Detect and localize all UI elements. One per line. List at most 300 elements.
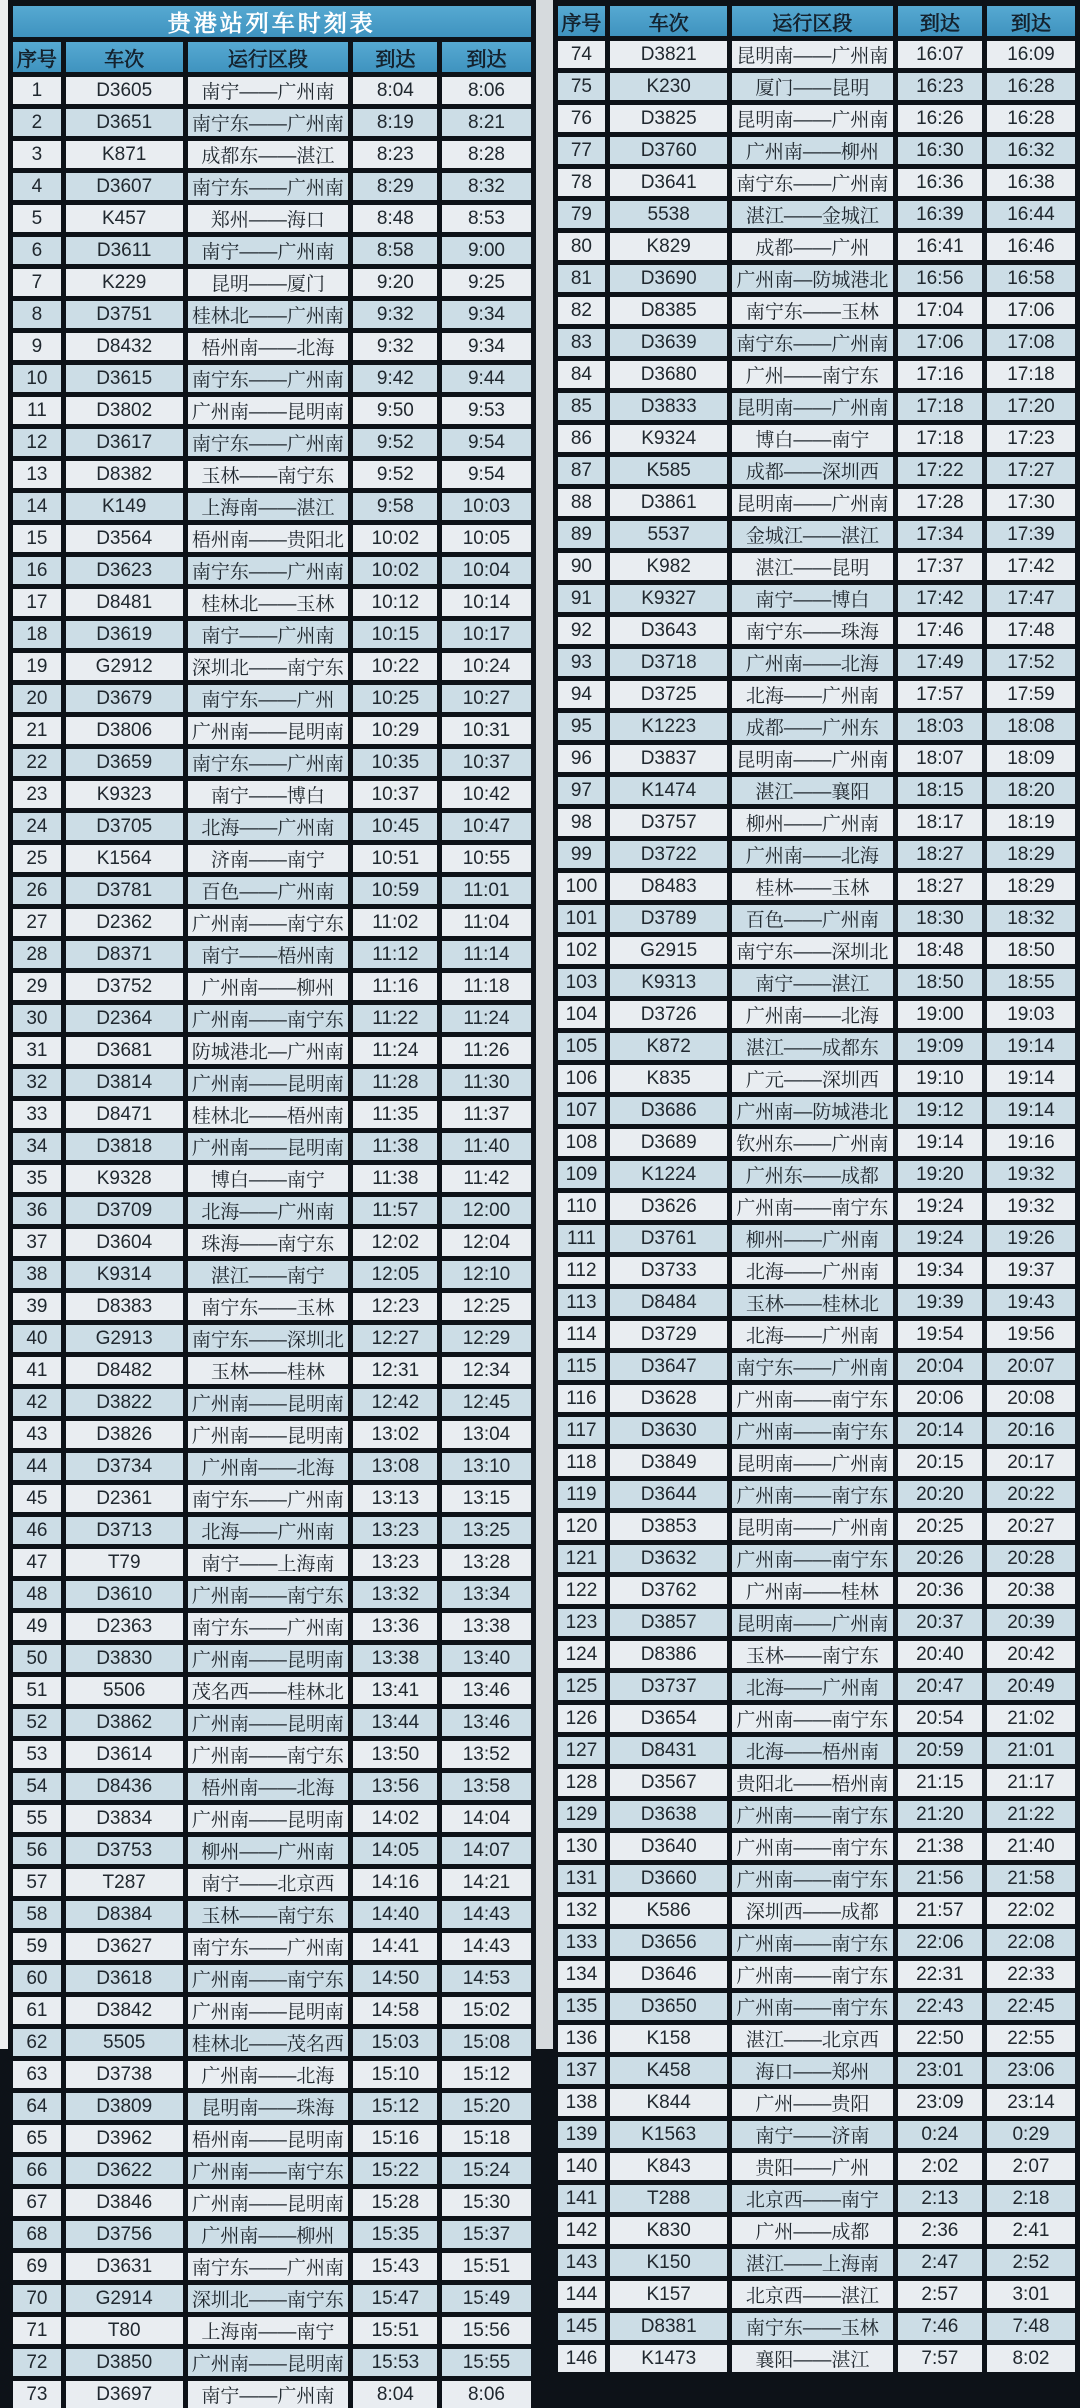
seq-cell: 16: [13, 557, 61, 584]
seq-cell: 6: [13, 237, 61, 264]
route-cell: 广州南——南宁东: [188, 1965, 349, 1992]
route-cell: 广州——贵阳: [732, 2089, 893, 2116]
route-cell: 深圳北——南宁东: [188, 653, 349, 680]
arrive-cell: 9:32: [353, 333, 437, 360]
route-cell: 防城港北—广州南: [188, 1037, 349, 1064]
table-row: [13, 1517, 531, 1544]
table-row: [13, 2189, 531, 2216]
route-cell: 湛江——昆明: [732, 553, 893, 580]
table-row: [13, 1869, 531, 1896]
arrive-cell: 16:32: [987, 137, 1075, 164]
table-row: [558, 2249, 1076, 2276]
arrive-cell: 15:35: [353, 2221, 437, 2248]
train-no-cell: D3833: [610, 393, 727, 420]
seq-cell: 125: [558, 1673, 606, 1700]
arrive-cell: 8:48: [353, 205, 437, 232]
arrive-cell: 21:02: [987, 1705, 1075, 1732]
route-cell: 深圳西——成都: [732, 1897, 893, 1924]
seq-cell: 40: [13, 1325, 61, 1352]
seq-cell: 53: [13, 1741, 61, 1768]
table-row: [558, 425, 1076, 452]
train-no-cell: D2361: [66, 1485, 183, 1512]
train-no-cell: D3610: [66, 1581, 183, 1608]
route-cell: 北京西——湛江: [732, 2281, 893, 2308]
seq-cell: 14: [13, 493, 61, 520]
table-row: [558, 1929, 1076, 1956]
train-no-cell: K150: [610, 2249, 727, 2276]
route-cell: 南宁东——广州南: [188, 749, 349, 776]
table-row: [13, 397, 531, 424]
table-row: [13, 1005, 531, 1032]
table-row: [558, 1577, 1076, 1604]
route-cell: 北海——梧州南: [732, 1737, 893, 1764]
train-no-cell: D3752: [66, 973, 183, 1000]
route-cell: 广州东——成都: [732, 1161, 893, 1188]
seq-cell: 55: [13, 1805, 61, 1832]
arrive-cell: 15:20: [442, 2093, 530, 2120]
seq-cell: 67: [13, 2189, 61, 2216]
route-cell: 广州南——昆明南: [188, 1069, 349, 1096]
arrive-cell: 15:28: [353, 2189, 437, 2216]
arrive-cell: 16:41: [898, 233, 982, 260]
train-no-cell: D3611: [66, 237, 183, 264]
train-no-cell: D3631: [66, 2253, 183, 2280]
route-cell: 广州南——南宁东: [732, 1545, 893, 1572]
arrive-cell: 16:23: [898, 73, 982, 100]
seq-cell: 21: [13, 717, 61, 744]
arrive-cell: 17:34: [898, 521, 982, 548]
arrive-cell: 8:32: [442, 173, 530, 200]
seq-cell: 85: [558, 393, 606, 420]
arrive-cell: 21:17: [987, 1769, 1075, 1796]
arrive-cell: 2:13: [898, 2185, 982, 2212]
seq-cell: 132: [558, 1897, 606, 1924]
arrive-cell: 14:40: [353, 1901, 437, 1928]
route-cell: 钦州东——广州南: [732, 1129, 893, 1156]
train-no-cell: D3781: [66, 877, 183, 904]
arrive-cell: 2:52: [987, 2249, 1075, 2276]
table-row: [13, 1229, 531, 1256]
arrive-cell: 10:25: [353, 685, 437, 712]
arrive-cell: 11:02: [353, 909, 437, 936]
arrive-cell: 16:36: [898, 169, 982, 196]
arrive-cell: 10:37: [442, 749, 530, 776]
train-no-cell: D8432: [66, 333, 183, 360]
route-cell: 桂林北——广州南: [188, 301, 349, 328]
arrive-cell: 17:30: [987, 489, 1075, 516]
table-row: [13, 2093, 531, 2120]
train-no-cell: K829: [610, 233, 727, 260]
seq-cell: 95: [558, 713, 606, 740]
route-cell: 南宁东——广州南: [188, 557, 349, 584]
arrive-cell: 19:09: [898, 1033, 982, 1060]
seq-cell: 80: [558, 233, 606, 260]
table-row: [558, 2025, 1076, 2052]
seq-cell: 41: [13, 1357, 61, 1384]
train-no-cell: D3853: [610, 1513, 727, 1540]
arrive-cell: 13:08: [353, 1453, 437, 1480]
train-no-cell: D2362: [66, 909, 183, 936]
arrive-cell: 19:03: [987, 1001, 1075, 1028]
route-cell: 广州南——南宁东: [732, 1193, 893, 1220]
train-no-cell: D3837: [610, 745, 727, 772]
table-row: [558, 2217, 1076, 2244]
train-no-cell: K157: [610, 2281, 727, 2308]
arrive-cell: 15:10: [353, 2061, 437, 2088]
arrive-cell: 17:08: [987, 329, 1075, 356]
column-header: 运行区段: [732, 6, 893, 36]
train-no-cell: T287: [66, 1869, 183, 1896]
route-cell: 广州南——南宁东: [188, 2157, 349, 2184]
arrive-cell: 16:26: [898, 105, 982, 132]
train-no-cell: D3647: [610, 1353, 727, 1380]
table-row: [13, 2221, 531, 2248]
route-cell: 玉林——南宁东: [188, 461, 349, 488]
train-no-cell: D3651: [66, 109, 183, 136]
arrive-cell: 12:31: [353, 1357, 437, 1384]
table-row: [558, 1993, 1076, 2020]
train-no-cell: D3660: [610, 1865, 727, 1892]
arrive-cell: 17:27: [987, 457, 1075, 484]
arrive-cell: 12:02: [353, 1229, 437, 1256]
route-cell: 南宁——济南: [732, 2121, 893, 2148]
route-cell: 海口——郑州: [732, 2057, 893, 2084]
arrive-cell: 15:51: [442, 2253, 530, 2280]
route-cell: 广州——南宁东: [732, 361, 893, 388]
table-row: [558, 265, 1076, 292]
arrive-cell: 23:01: [898, 2057, 982, 2084]
arrive-cell: 19:56: [987, 1321, 1075, 1348]
table-row: [558, 1897, 1076, 1924]
seq-cell: 113: [558, 1289, 606, 1316]
seq-cell: 108: [558, 1129, 606, 1156]
arrive-cell: 12:27: [353, 1325, 437, 1352]
arrive-cell: 21:40: [987, 1833, 1075, 1860]
train-no-cell: D3814: [66, 1069, 183, 1096]
timetable-left: [8, 0, 536, 2049]
arrive-cell: 13:58: [442, 1773, 530, 1800]
arrive-cell: 13:13: [353, 1485, 437, 1512]
table-row: [13, 717, 531, 744]
route-cell: 湛江——南宁: [188, 1261, 349, 1288]
arrive-cell: 22:02: [987, 1897, 1075, 1924]
route-cell: 广州南——南宁东: [732, 1417, 893, 1444]
table-row: [558, 681, 1076, 708]
train-no-cell: K9323: [66, 781, 183, 808]
arrive-cell: 2:07: [987, 2153, 1075, 2180]
route-cell: 贵阳——广州: [732, 2153, 893, 2180]
seq-cell: 44: [13, 1453, 61, 1480]
arrive-cell: 11:57: [353, 1197, 437, 1224]
seq-cell: 58: [13, 1901, 61, 1928]
route-cell: 昆明南——广州南: [732, 105, 893, 132]
arrive-cell: 16:07: [898, 41, 982, 68]
table-row: [558, 1385, 1076, 1412]
seq-cell: 117: [558, 1417, 606, 1444]
arrive-cell: 18:20: [987, 777, 1075, 804]
arrive-cell: 13:36: [353, 1613, 437, 1640]
train-no-cell: D3821: [610, 41, 727, 68]
table-row: [558, 2153, 1076, 2180]
column-header: 车次: [66, 42, 183, 72]
train-no-cell: D3690: [610, 265, 727, 292]
seq-cell: 28: [13, 941, 61, 968]
arrive-cell: 18:03: [898, 713, 982, 740]
train-no-cell: K830: [610, 2217, 727, 2244]
arrive-cell: 20:25: [898, 1513, 982, 1540]
table-row: [558, 137, 1076, 164]
left-edge-strip: [0, 0, 8, 2049]
arrive-cell: 20:42: [987, 1641, 1075, 1668]
seq-cell: 86: [558, 425, 606, 452]
arrive-cell: 14:05: [353, 1837, 437, 1864]
arrive-cell: 13:50: [353, 1741, 437, 1768]
table-row: [558, 1353, 1076, 1380]
route-cell: 玉林——南宁东: [732, 1641, 893, 1668]
table-row: [558, 2313, 1076, 2340]
arrive-cell: 13:28: [442, 1549, 530, 1576]
arrive-cell: 21:58: [987, 1865, 1075, 1892]
arrive-cell: 21:22: [987, 1801, 1075, 1828]
arrive-cell: 17:22: [898, 457, 982, 484]
table-row: [13, 2381, 531, 2408]
table-row: [558, 1545, 1076, 1572]
train-no-cell: D3756: [66, 2221, 183, 2248]
arrive-cell: 22:31: [898, 1961, 982, 1988]
arrive-cell: 19:16: [987, 1129, 1075, 1156]
arrive-cell: 10:47: [442, 813, 530, 840]
seq-cell: 8: [13, 301, 61, 328]
arrive-cell: 18:29: [987, 873, 1075, 900]
train-no-cell: K9314: [66, 1261, 183, 1288]
table-row: [558, 41, 1076, 68]
table-row: [558, 1609, 1076, 1636]
table-row: [558, 1001, 1076, 1028]
seq-cell: 36: [13, 1197, 61, 1224]
arrive-cell: 21:15: [898, 1769, 982, 1796]
arrive-cell: 10:03: [442, 493, 530, 520]
arrive-cell: 2:57: [898, 2281, 982, 2308]
seq-cell: 73: [13, 2381, 61, 2408]
table-row: [13, 1421, 531, 1448]
seq-cell: 142: [558, 2217, 606, 2244]
route-cell: 桂林北——玉林: [188, 589, 349, 616]
train-no-cell: D3733: [610, 1257, 727, 1284]
train-no-cell: D3818: [66, 1133, 183, 1160]
arrive-cell: 19:14: [987, 1033, 1075, 1060]
arrive-cell: 15:24: [442, 2157, 530, 2184]
route-cell: 南宁东——玉林: [732, 297, 893, 324]
table-row: [558, 1065, 1076, 1092]
route-cell: 厦门——昆明: [732, 73, 893, 100]
seq-cell: 63: [13, 2061, 61, 2088]
seq-cell: 133: [558, 1929, 606, 1956]
arrive-cell: 21:56: [898, 1865, 982, 1892]
arrive-cell: 8:04: [353, 77, 437, 104]
route-cell: 南宁东——珠海: [732, 617, 893, 644]
train-no-cell: D3738: [66, 2061, 183, 2088]
train-no-cell: D3726: [610, 1001, 727, 1028]
table-row: [558, 617, 1076, 644]
arrive-cell: 11:38: [353, 1165, 437, 1192]
seq-cell: 68: [13, 2221, 61, 2248]
seq-cell: 11: [13, 397, 61, 424]
table-row: [558, 1033, 1076, 1060]
table-row: [13, 269, 531, 296]
arrive-cell: 3:01: [987, 2281, 1075, 2308]
table-row: [13, 461, 531, 488]
table-row: [558, 2121, 1076, 2148]
train-no-cell: D3632: [610, 1545, 727, 1572]
train-no-cell: D8381: [610, 2313, 727, 2340]
train-no-cell: D3607: [66, 173, 183, 200]
table-row: [558, 745, 1076, 772]
route-cell: 柳州——广州南: [732, 1225, 893, 1252]
route-cell: 广州南——昆明南: [188, 1133, 349, 1160]
train-no-cell: D3725: [610, 681, 727, 708]
route-cell: 广州南——昆明南: [188, 2349, 349, 2376]
seq-cell: 15: [13, 525, 61, 552]
seq-cell: 29: [13, 973, 61, 1000]
seq-cell: 45: [13, 1485, 61, 1512]
seq-cell: 97: [558, 777, 606, 804]
arrive-cell: 19:24: [898, 1225, 982, 1252]
arrive-cell: 16:28: [987, 73, 1075, 100]
route-cell: 广元——深圳西: [732, 1065, 893, 1092]
seq-cell: 134: [558, 1961, 606, 1988]
train-no-cell: D3614: [66, 1741, 183, 1768]
route-cell: 成都东——湛江: [188, 141, 349, 168]
route-cell: 广州南——桂林: [732, 1577, 893, 1604]
arrive-cell: 19:34: [898, 1257, 982, 1284]
train-no-cell: D8431: [610, 1737, 727, 1764]
train-no-cell: D3643: [610, 617, 727, 644]
arrive-cell: 11:18: [442, 973, 530, 1000]
arrive-cell: 17:57: [898, 681, 982, 708]
table-row: [13, 141, 531, 168]
train-no-cell: K844: [610, 2089, 727, 2116]
arrive-cell: 22:33: [987, 1961, 1075, 1988]
arrive-cell: 16:46: [987, 233, 1075, 260]
table-row: [13, 1837, 531, 1864]
seq-cell: 135: [558, 1993, 606, 2020]
route-cell: 上海南——南宁: [188, 2317, 349, 2344]
train-no-cell: T288: [610, 2185, 727, 2212]
table-row: [13, 2029, 531, 2056]
train-no-cell: 5537: [610, 521, 727, 548]
train-no-cell: D2363: [66, 1613, 183, 1640]
arrive-cell: 12:04: [442, 1229, 530, 1256]
table-row: [13, 1037, 531, 1064]
table-row: [558, 1865, 1076, 1892]
table-row: [558, 1097, 1076, 1124]
route-cell: 广州南——昆明南: [188, 717, 349, 744]
train-no-cell: D8385: [610, 297, 727, 324]
arrive-cell: 15:12: [353, 2093, 437, 2120]
train-no-cell: K871: [66, 141, 183, 168]
arrive-cell: 12:25: [442, 1293, 530, 1320]
train-no-cell: K585: [610, 457, 727, 484]
arrive-cell: 11:01: [442, 877, 530, 904]
seq-cell: 84: [558, 361, 606, 388]
table-row: [558, 105, 1076, 132]
arrive-cell: 23:06: [987, 2057, 1075, 2084]
table-row: [13, 1069, 531, 1096]
seq-cell: 99: [558, 841, 606, 868]
seq-cell: 38: [13, 1261, 61, 1288]
arrive-cell: 15:55: [442, 2349, 530, 2376]
arrive-cell: 20:22: [987, 1481, 1075, 1508]
arrive-cell: 20:27: [987, 1513, 1075, 1540]
train-no-cell: D8386: [610, 1641, 727, 1668]
route-cell: 南宁东——广州南: [188, 1613, 349, 1640]
table-row: [558, 1321, 1076, 1348]
arrive-cell: 15:12: [442, 2061, 530, 2088]
seq-cell: 47: [13, 1549, 61, 1576]
table-row: [558, 905, 1076, 932]
route-cell: 北海——广州南: [732, 1257, 893, 1284]
seq-cell: 129: [558, 1801, 606, 1828]
arrive-cell: 17:52: [987, 649, 1075, 676]
arrive-cell: 13:23: [353, 1549, 437, 1576]
train-no-cell: D3962: [66, 2125, 183, 2152]
train-no-cell: D3850: [66, 2349, 183, 2376]
arrive-cell: 19:14: [898, 1129, 982, 1156]
table-row: [558, 1289, 1076, 1316]
table-row: [13, 1101, 531, 1128]
arrive-cell: 21:57: [898, 1897, 982, 1924]
train-no-cell: K843: [610, 2153, 727, 2180]
arrive-cell: 17:20: [987, 393, 1075, 420]
route-cell: 南宁——北京西: [188, 1869, 349, 1896]
seq-cell: 9: [13, 333, 61, 360]
arrive-cell: 10:02: [353, 557, 437, 584]
arrive-cell: 19:32: [987, 1161, 1075, 1188]
train-no-cell: T80: [66, 2317, 183, 2344]
route-cell: 南宁东——玉林: [732, 2313, 893, 2340]
arrive-cell: 14:02: [353, 1805, 437, 1832]
arrive-cell: 17:47: [987, 585, 1075, 612]
seq-cell: 50: [13, 1645, 61, 1672]
table-row: [13, 1133, 531, 1160]
arrive-cell: 17:42: [987, 553, 1075, 580]
train-no-cell: D3627: [66, 1933, 183, 1960]
train-no-cell: K229: [66, 269, 183, 296]
table-row: [13, 877, 531, 904]
arrive-cell: 19:12: [898, 1097, 982, 1124]
route-cell: 广州南——昆明南: [188, 1997, 349, 2024]
seq-cell: 101: [558, 905, 606, 932]
arrive-cell: 16:56: [898, 265, 982, 292]
route-cell: 湛江——成都东: [732, 1033, 893, 1060]
table-row: [13, 1933, 531, 1960]
arrive-cell: 9:20: [353, 269, 437, 296]
arrive-cell: 20:08: [987, 1385, 1075, 1412]
table-row: [13, 77, 531, 104]
table-row: [13, 1549, 531, 1576]
table-row: [558, 393, 1076, 420]
arrive-cell: 8:28: [442, 141, 530, 168]
arrive-cell: 13:15: [442, 1485, 530, 1512]
route-cell: 桂林——玉林: [732, 873, 893, 900]
train-no-cell: K230: [610, 73, 727, 100]
table-row: [558, 1513, 1076, 1540]
table-row: [558, 2185, 1076, 2212]
route-cell: 广州南——南宁东: [732, 1993, 893, 2020]
seq-cell: 98: [558, 809, 606, 836]
arrive-cell: 15:43: [353, 2253, 437, 2280]
arrive-cell: 18:27: [898, 873, 982, 900]
